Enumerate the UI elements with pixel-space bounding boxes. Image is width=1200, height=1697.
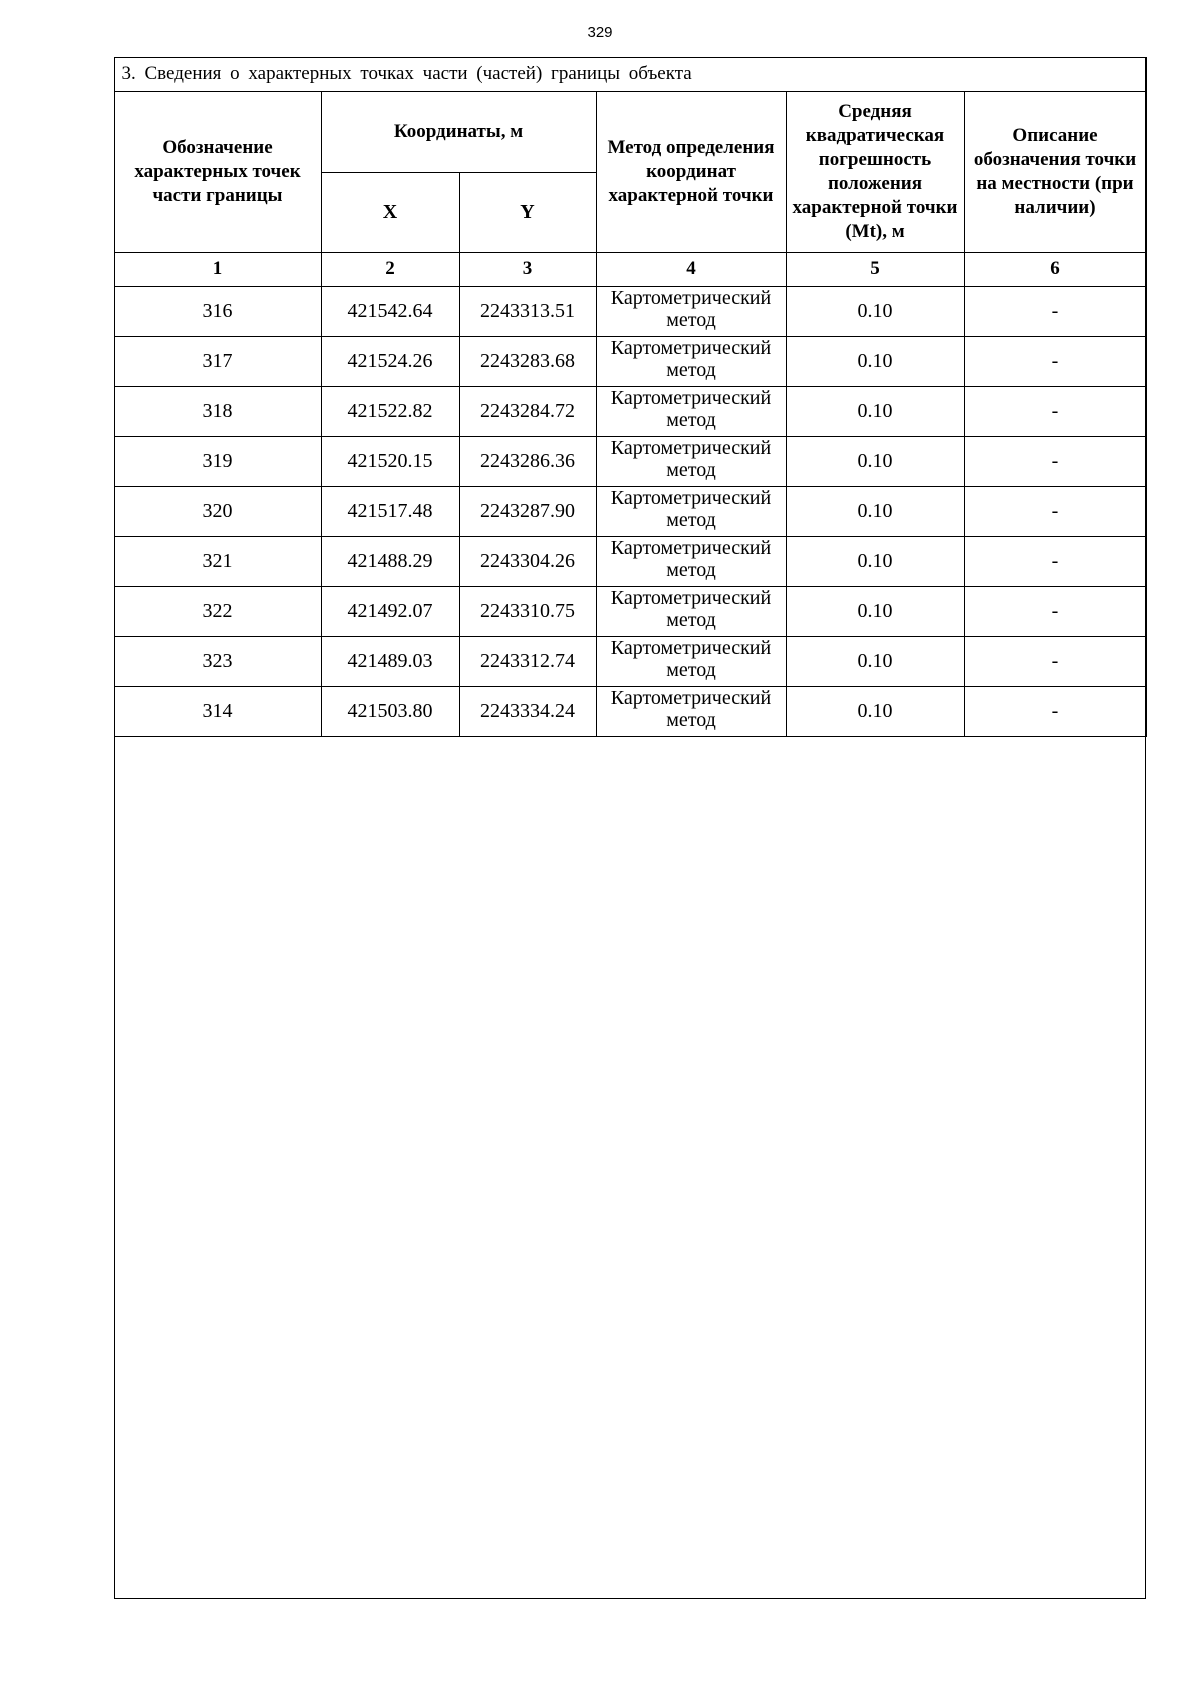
coord-x: 421524.26 — [321, 336, 459, 386]
method-line2: метод — [666, 458, 716, 481]
point-number: 319 — [114, 436, 321, 486]
table-row — [114, 486, 1146, 536]
coord-x: 421503.80 — [321, 686, 459, 736]
header-error: Средняя квадратическая погрешность положения характерной точки (Mt), м — [786, 91, 964, 252]
method-line2: метод — [666, 658, 716, 681]
header-point-designation: Обозначение характерных точек части границы — [114, 91, 321, 252]
mean-square-error: 0.10 — [786, 286, 964, 336]
mean-square-error: 0.10 — [786, 436, 964, 486]
column-number: 5 — [786, 252, 964, 286]
method-line2: метод — [666, 558, 716, 581]
mean-square-error: 0.10 — [786, 386, 964, 436]
column-number: 4 — [596, 252, 786, 286]
coord-y: 2243286.36 — [459, 436, 596, 486]
method-cell — [596, 436, 786, 486]
table-row — [114, 636, 1146, 686]
method-line1: Картометрический — [610, 436, 772, 459]
point-number: 314 — [114, 686, 321, 736]
mean-square-error: 0.10 — [786, 586, 964, 636]
table-row — [114, 586, 1146, 636]
point-description: - — [964, 686, 1146, 736]
method-cell — [596, 286, 786, 336]
coord-y: 2243310.75 — [459, 586, 596, 636]
header-description: Описание обозначения точки на местности (при наличии) — [964, 91, 1146, 252]
mean-square-error: 0.10 — [786, 336, 964, 386]
coord-x: 421542.64 — [321, 286, 459, 336]
coord-x: 421520.15 — [321, 436, 459, 486]
coord-x: 421522.82 — [321, 386, 459, 436]
coord-x: 421492.07 — [321, 586, 459, 636]
method-cell — [596, 486, 786, 536]
point-description: - — [964, 436, 1146, 486]
coord-y: 2243284.72 — [459, 386, 596, 436]
method-cell — [596, 636, 786, 686]
point-description: - — [964, 636, 1146, 686]
column-number: 3 — [459, 252, 596, 286]
coord-x: 421517.48 — [321, 486, 459, 536]
column-number: 1 — [114, 252, 321, 286]
page-number: 329 — [587, 24, 613, 41]
point-number: 317 — [114, 336, 321, 386]
coord-y: 2243313.51 — [459, 286, 596, 336]
point-description: - — [964, 586, 1146, 636]
header-x: X — [321, 172, 459, 252]
header-y: Y — [459, 172, 596, 252]
point-description: - — [964, 536, 1146, 586]
point-description: - — [964, 386, 1146, 436]
point-number: 316 — [114, 286, 321, 336]
coord-y: 2243334.24 — [459, 686, 596, 736]
method-line2: метод — [666, 308, 716, 331]
method-line1: Картометрический — [610, 386, 772, 409]
coord-x: 421489.03 — [321, 636, 459, 686]
column-number: 2 — [321, 252, 459, 286]
method-line2: метод — [666, 708, 716, 731]
point-number: 322 — [114, 586, 321, 636]
point-number: 321 — [114, 536, 321, 586]
table-row — [114, 336, 1146, 386]
method-line1: Картометрический — [610, 486, 772, 509]
point-description: - — [964, 286, 1146, 336]
method-line1: Картометрический — [610, 686, 772, 709]
method-line1: Картометрический — [610, 536, 772, 559]
table-row — [114, 686, 1146, 736]
document-frame — [114, 57, 1146, 1599]
method-cell — [596, 536, 786, 586]
method-line2: метод — [666, 508, 716, 531]
mean-square-error: 0.10 — [786, 636, 964, 686]
table-row — [114, 436, 1146, 486]
coord-x: 421488.29 — [321, 536, 459, 586]
method-cell — [596, 586, 786, 636]
mean-square-error: 0.10 — [786, 536, 964, 586]
point-number: 323 — [114, 636, 321, 686]
method-cell — [596, 386, 786, 436]
method-line2: метод — [666, 358, 716, 381]
method-line1: Картометрический — [610, 336, 772, 359]
method-line1: Картометрический — [610, 586, 772, 609]
method-cell — [596, 336, 786, 386]
mean-square-error: 0.10 — [786, 486, 964, 536]
header-method: Метод определения координат характерной точки — [596, 91, 786, 252]
characteristic-points-table — [114, 57, 1147, 737]
coord-y: 2243312.74 — [459, 636, 596, 686]
point-description: - — [964, 486, 1146, 536]
table-row — [114, 286, 1146, 336]
point-number: 320 — [114, 486, 321, 536]
mean-square-error: 0.10 — [786, 686, 964, 736]
method-line1: Картометрический — [610, 286, 772, 309]
column-number: 6 — [964, 252, 1146, 286]
coord-y: 2243287.90 — [459, 486, 596, 536]
method-cell — [596, 686, 786, 736]
method-line1: Картометрический — [610, 636, 772, 659]
method-line2: метод — [666, 608, 716, 631]
section-title: 3. Сведения о характерных точках части (частей) границы объекта — [114, 57, 1146, 91]
coord-y: 2243283.68 — [459, 336, 596, 386]
table-row — [114, 386, 1146, 436]
point-number: 318 — [114, 386, 321, 436]
point-description: - — [964, 336, 1146, 386]
table-row — [114, 536, 1146, 586]
header-coordinates: Координаты, м — [321, 91, 596, 172]
coord-y: 2243304.26 — [459, 536, 596, 586]
method-line2: метод — [666, 408, 716, 431]
